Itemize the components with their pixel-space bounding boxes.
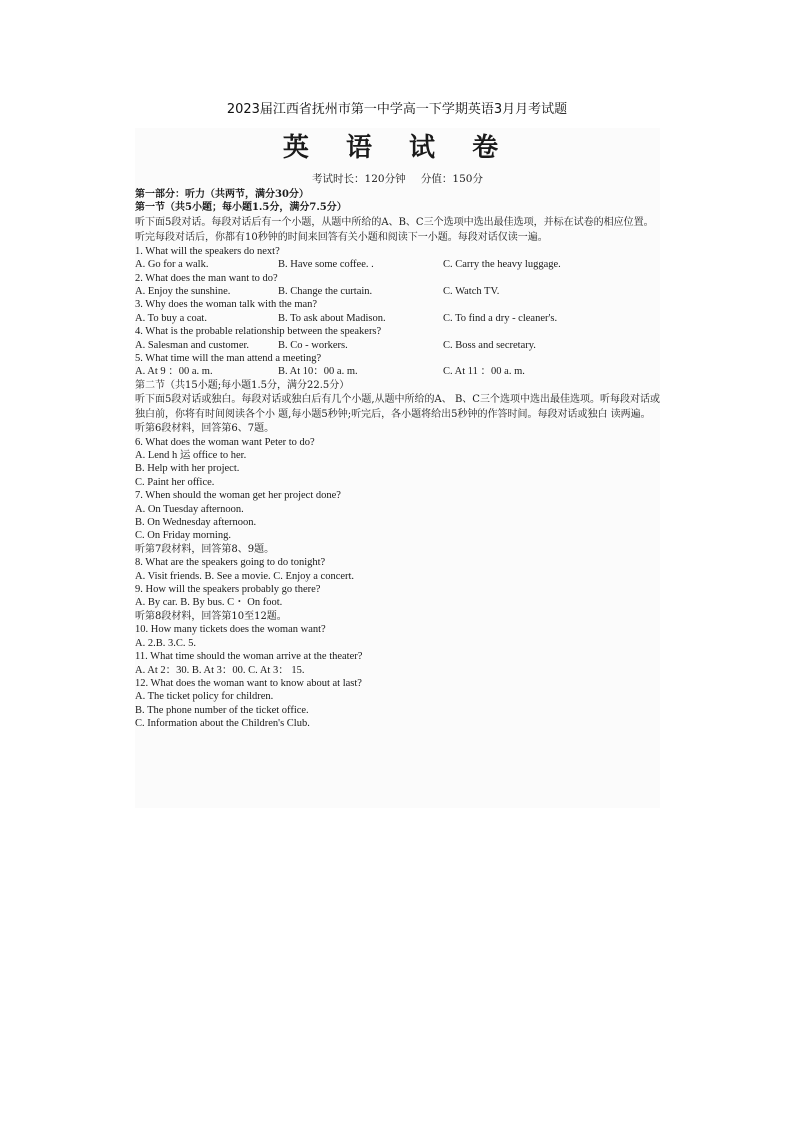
question-options	[135, 339, 660, 352]
question-options	[135, 312, 660, 325]
question-text: 2. What does the man want to do?	[135, 272, 278, 284]
question-line: 9. How will the speakers probably go there?	[135, 584, 321, 596]
question-line: A. 2.B. 3.C. 5.	[135, 637, 196, 649]
document-header: 2023届江西省抚州市第一中学高一下学期英语3月月考试题	[226, 102, 568, 117]
question-text: 4. What is the probable relationship between the speakers?	[135, 326, 382, 338]
question-5	[135, 352, 660, 379]
section2-questions	[135, 422, 660, 730]
option-b: B. Co - workers.	[278, 339, 348, 351]
question-1	[135, 245, 660, 272]
option-c: C. To find a dry - cleaner's.	[443, 312, 558, 324]
question-line: 10. How many tickets does the woman want?	[135, 624, 326, 636]
option-a: A. To buy a coat.	[135, 312, 207, 324]
question-line: A. By car. B. By bus. C・ On foot.	[135, 597, 283, 609]
question-line: C. Information about the Children's Club.	[135, 718, 310, 730]
section2-instructions: 听下面5段对话或独白。每段对话或独白后有几个小题,从题中所给的A、 B、C三个选项中选出最佳选项。听每段对话或独白前，你将有时间阅读各个小 题,每小题5秒钟;听完后，各小题将给出5秒钟的作答时间。每段对话或独白 读两遍。	[135, 394, 660, 421]
option-b: B. Change the curtain.	[278, 286, 373, 298]
material-instruction: 听第7段材料，回答第8、9题。	[135, 543, 275, 555]
option-b: B. At 10：00 a. m.	[278, 366, 358, 378]
exam-page-scan	[135, 128, 660, 808]
question-line: C. On Friday morning.	[135, 530, 231, 542]
question-line: 6. What does the woman want Peter to do?	[135, 436, 315, 448]
question-options	[135, 258, 660, 271]
section1-instructions: 听下面5段对话。每段对话后有一个小题，从题中所给的A、B、C三个选项中选出最佳选项，并标在试卷的相应位置。听完每段对话后，你都有10秒钟的时间来回答有关小题和阅读下一小题。每段对话仅读一遍。	[135, 216, 654, 243]
option-a: A. At 9 ：00 a. m.	[135, 366, 213, 378]
question-line: A. The ticket policy for children.	[135, 691, 274, 703]
option-c: C. At 11 ：00 a. m.	[443, 366, 525, 378]
section1-questions	[135, 245, 660, 379]
option-b: B. Have some coffee. .	[278, 259, 374, 271]
exam-title: 英 语 试 卷	[282, 133, 513, 163]
option-c: C. Carry the heavy luggage.	[443, 259, 561, 271]
question-text: 5. What time will the man attend a meeting?	[135, 353, 322, 364]
question-line: A. Lend h 运 office to her.	[135, 450, 247, 462]
question-text: 3. Why does the woman talk with the man?	[135, 299, 318, 311]
material-instruction: 听第6段材料，回答第6、7题。	[135, 423, 275, 435]
option-b: B. To ask about Madison.	[278, 312, 386, 324]
section1-heading: 第一节（共5小题；每小题1.5分，满分7.5分）	[135, 202, 347, 214]
question-line: B. On Wednesday afternoon.	[135, 517, 257, 529]
option-c: C. Watch TV.	[443, 286, 500, 298]
question-options	[135, 365, 660, 378]
option-a: A. Go for a walk.	[135, 259, 209, 271]
part1-heading: 第一部分：听力（共两节，满分30分）	[135, 189, 309, 200]
question-line: C. Paint her office.	[135, 476, 215, 488]
question-line: A. At 2：30. B. At 3：00. C. At 3： 15.	[135, 664, 305, 676]
question-options	[135, 285, 660, 298]
exam-duration: 考试时长：120分钟	[312, 173, 406, 185]
question-line: B. The phone number of the ticket office.	[135, 704, 309, 716]
option-c: C. Boss and secretary.	[443, 339, 536, 351]
exam-info	[135, 170, 660, 188]
question-line: 7. When should the woman get her project done?	[135, 490, 341, 502]
section2-heading: 第二节（共15小题;每小题1.5分，满分22.5分）	[135, 379, 350, 391]
question-line: 8. What are the speakers going to do tonight?	[135, 557, 326, 569]
question-line: A. Visit friends. B. See a movie. C. Enjoy a concert.	[135, 570, 355, 582]
option-a: A. Enjoy the sunshine.	[135, 286, 231, 298]
question-3	[135, 298, 660, 325]
question-text: 1. What will the speakers do next?	[135, 245, 280, 257]
question-line: 12. What does the woman want to know about at last?	[135, 677, 362, 689]
material-instruction: 听第8段材料，回答第10至12题。	[135, 610, 287, 622]
question-line: B. Help with her project.	[135, 463, 240, 475]
question-line: 11. What time should the woman arrive at the theater?	[135, 651, 363, 663]
question-line: A. On Tuesday afternoon.	[135, 503, 244, 515]
option-a: A. Salesman and customer.	[135, 339, 250, 351]
exam-score: 分值：150分	[420, 173, 483, 185]
question-4	[135, 325, 660, 352]
question-2	[135, 272, 660, 299]
